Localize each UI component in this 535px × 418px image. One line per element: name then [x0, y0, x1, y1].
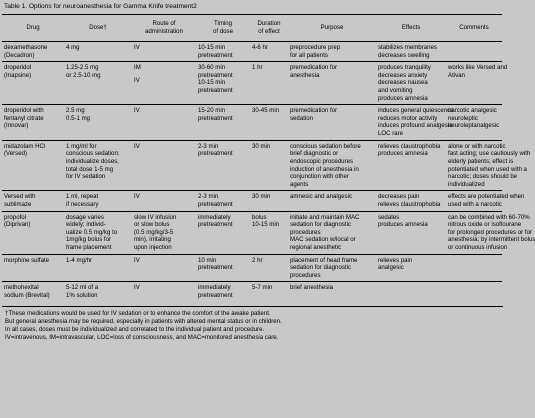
cell-line: procedures — [290, 228, 321, 236]
cell-line: initiate and maintain MAC — [290, 213, 360, 221]
cell-line: 2.5 mg — [66, 107, 85, 115]
cell-drug — [2, 62, 64, 105]
table-row — [2, 105, 502, 140]
cell-line: (Versed) — [4, 150, 28, 158]
cell-route — [132, 42, 196, 62]
cell-line: propofol — [4, 213, 27, 221]
cell-line: IV — [134, 107, 140, 115]
cell-line: frame placement — [66, 244, 112, 252]
cell-line: immediately — [198, 284, 231, 292]
cell-line: induces profound analgesia — [378, 122, 453, 130]
cell-duration — [250, 140, 288, 191]
cell-effects — [376, 105, 454, 140]
cell-dose — [64, 105, 132, 140]
cell-route — [132, 105, 196, 140]
header-dose: Dose† — [64, 15, 132, 42]
cell-line: narcotic; doses should be — [448, 173, 518, 181]
cell-line: brief anesthesia — [290, 284, 334, 292]
cell-line: IV — [134, 44, 140, 51]
cell-duration — [250, 42, 288, 62]
cell-line: conscious sedation before — [290, 142, 361, 150]
cell-line: 30 min — [252, 193, 271, 201]
cell-line: sodium (Brevital) — [4, 292, 50, 300]
cell-line: 1 mg/ml for — [66, 142, 97, 150]
cell-line: 1% solution — [66, 292, 98, 300]
cell-line: 4 mg — [66, 44, 80, 51]
cell-duration — [250, 105, 288, 140]
cell-drug — [2, 254, 64, 282]
cell-line: for IV sedation — [66, 173, 106, 181]
cell-line: can be combined with 60-70% — [448, 213, 530, 221]
cell-line: methohexital — [4, 284, 39, 292]
cell-line: or slow bolus — [134, 221, 170, 229]
cell-line: neuroleptanalgesic — [448, 122, 500, 130]
header-timing-line: of dose — [213, 28, 233, 35]
cell-line: conjunction with other — [290, 173, 349, 181]
cell-line: min), irritating — [134, 236, 171, 244]
cell-drug — [2, 211, 64, 254]
cell-line: sedates — [378, 213, 400, 221]
cell-duration — [250, 282, 288, 302]
cell-line: Versed with — [4, 193, 36, 201]
cell-purpose — [288, 254, 376, 282]
footnote-line: †These medications would be used for IV sedation or to enhance the comfort of the awake patient. — [5, 309, 271, 317]
cell-timing — [196, 105, 250, 140]
header-comments: Comments — [446, 15, 502, 42]
cell-effects — [376, 42, 446, 62]
cell-line: pretreatment — [198, 200, 233, 208]
cell-line: or 2.5-10 mg — [66, 71, 101, 79]
cell-line: premedication for — [290, 64, 338, 72]
header-effects: Effects — [376, 15, 446, 42]
cell-line: pretreatment — [198, 87, 233, 95]
table-caption: Table 1. Options for neuroanesthesia for Gamma Knife treatment2 — [4, 3, 197, 10]
cell-line: potentiated when used with a — [448, 165, 527, 173]
cell-line: anesthesia; by intermittent bolus — [448, 236, 535, 244]
cell-line: total dose 1-5 mg — [66, 165, 114, 173]
header-route — [132, 15, 196, 42]
footnote-line: IV=intravenous, IM=intravascular, LOC=loss of consciousness, and MAC=monitored anesthesia care. — [5, 334, 279, 342]
cell-line: agents — [290, 180, 309, 188]
cell-line: narcotic analgesic — [448, 107, 497, 115]
header-route-line: Route of — [152, 20, 176, 28]
cell-line: decreases anxiety — [378, 71, 428, 79]
cell-comments — [446, 254, 502, 282]
cell-duration — [250, 62, 288, 105]
cell-line: regional anesthetic — [290, 244, 342, 252]
cell-line: anesthesia — [290, 71, 320, 79]
cell-comments — [446, 282, 502, 302]
cell-line: or continuous infusion — [448, 244, 508, 252]
cell-route — [132, 191, 196, 211]
cell-timing — [196, 282, 250, 302]
cell-duration — [250, 211, 288, 254]
header-drug: Drug — [2, 15, 64, 42]
header-purpose: Purpose — [288, 15, 376, 42]
cell-line: pretreatment — [198, 150, 233, 158]
footnote-line: But general anesthesia may be required, especially in patients with altered mental status or in children. — [5, 317, 282, 325]
cell-line: 2-3 min — [198, 142, 219, 150]
cell-route — [132, 211, 196, 254]
cell-line: works like Versed and — [448, 64, 508, 72]
cell-comments — [446, 105, 502, 140]
cell-drug — [2, 42, 64, 62]
cell-drug — [2, 105, 64, 140]
cell-timing — [196, 42, 250, 62]
cell-purpose — [288, 42, 376, 62]
cell-line: 30-60 min — [198, 64, 226, 72]
cell-line: analgesic — [378, 264, 404, 272]
header-timing — [196, 15, 250, 42]
cell-effects — [376, 254, 446, 282]
cell-dose — [64, 282, 132, 302]
cell-line: MAC sedation w/local or — [290, 236, 356, 244]
header-timing-line: Timing — [213, 20, 233, 28]
cell-line: 1-4 mg/hr — [66, 256, 93, 264]
cell-line: reduces motor activity — [378, 114, 438, 122]
cell-line: 4-6 hr — [252, 44, 268, 51]
cell-timing — [196, 62, 250, 105]
cell-line: produces tranquility — [378, 64, 431, 72]
cell-line: IM — [134, 64, 141, 72]
cell-comments — [446, 211, 535, 254]
cell-line: produces amnesia — [378, 150, 428, 158]
cell-route — [132, 62, 196, 105]
cell-line: IV — [134, 76, 140, 84]
cell-line: used with a narcotic — [448, 200, 502, 208]
cell-line: preprocedure prep — [290, 44, 341, 51]
cell-line: decreases swelling — [378, 51, 430, 59]
cell-line: Ativan — [448, 71, 465, 79]
cell-line: ualize 0.5 mg/kg to — [66, 228, 118, 236]
cell-line: effects are potentiated when — [448, 193, 525, 201]
cell-line: 1.25-2.5 mg — [66, 64, 99, 72]
cell-line: 10-15 min — [198, 44, 226, 51]
cell-purpose — [288, 282, 376, 302]
cell-line: sedation — [290, 114, 314, 122]
cell-drug — [2, 282, 64, 302]
cell-purpose — [288, 211, 376, 254]
cell-effects — [376, 211, 446, 254]
footnote-line: In all cases, doses must be individualized and correlated to the individual patient and procedure. — [5, 326, 265, 334]
cell-line: elderly patients; effect is — [448, 157, 514, 165]
cell-line: stabilizes membranes — [378, 44, 437, 51]
cell-timing — [196, 140, 250, 191]
cell-line: for all patients — [290, 51, 328, 59]
cell-line: brief diagnostic or — [290, 150, 339, 158]
cell-line: IV — [134, 284, 140, 292]
cell-line: widely; individ- — [66, 221, 106, 229]
cell-line: 30 min — [252, 142, 271, 150]
cell-effects — [376, 282, 446, 302]
cell-line: neuroleptic — [448, 114, 478, 122]
cell-route — [132, 140, 196, 191]
cell-drug — [2, 191, 64, 211]
cell-line: slow IV infusion — [134, 213, 177, 221]
cell-line: 10-15 min — [252, 221, 280, 229]
cell-line: amnesic and analgesic — [290, 193, 352, 201]
cell-line: 10-15 min — [198, 79, 226, 87]
cell-line: 1 ml, repeat — [66, 193, 99, 201]
cell-line: dexamethasone — [4, 44, 48, 51]
cell-line: 30-45 min — [252, 107, 280, 115]
cell-duration — [250, 191, 288, 211]
cell-duration — [250, 254, 288, 282]
cell-line: upon injection — [134, 244, 172, 252]
header-duration — [250, 15, 288, 42]
cell-comments — [446, 42, 502, 62]
cell-line: and vomiting — [378, 87, 413, 95]
cell-line: 1 hr — [252, 64, 263, 72]
cell-line: for prolonged procedures or for — [448, 228, 533, 236]
table-row — [2, 211, 502, 254]
cell-line: relieves pain — [378, 256, 413, 264]
cell-line: IV — [134, 142, 140, 150]
cell-line: premedication for — [290, 107, 338, 115]
cell-route — [132, 282, 196, 302]
cell-line: 5-7 min — [252, 284, 273, 292]
cell-line: if necessary — [66, 200, 99, 208]
cell-dose — [64, 211, 132, 254]
cell-line: immediately — [198, 213, 231, 221]
cell-line: IV — [134, 256, 140, 264]
cell-line: (Decadron) — [4, 51, 35, 59]
cell-line: pretreatment — [198, 292, 233, 300]
cell-comments — [446, 191, 525, 211]
cell-line: morphine sulfate — [4, 256, 50, 264]
table-row — [2, 282, 502, 302]
cell-line: produces amnesia — [378, 94, 428, 102]
cell-comments — [446, 140, 531, 191]
cell-line: droperidol with — [4, 107, 44, 115]
cell-dose — [64, 191, 132, 211]
table-row — [2, 191, 502, 211]
cell-timing — [196, 211, 250, 254]
cell-drug — [2, 140, 64, 191]
cell-purpose — [288, 62, 376, 105]
cell-line: sublimaze — [4, 200, 32, 208]
cell-dose — [64, 42, 132, 62]
cell-line: sedation for diagnostic — [290, 264, 351, 272]
cell-timing — [196, 254, 250, 282]
header-duration-line: of effect — [258, 28, 280, 35]
cell-line: (0.5 mg/kg/3-5 — [134, 228, 174, 236]
cell-line: decreases pain — [378, 193, 420, 201]
cell-line: induction of anesthesia in — [290, 165, 359, 173]
cell-line: placement of head frame — [290, 256, 358, 264]
cell-line: 0.5-1 mg — [66, 114, 91, 122]
cell-line: pretreatment — [198, 221, 233, 229]
cell-effects — [376, 140, 446, 191]
cell-line: fentanyl citrate — [4, 114, 44, 122]
header-row — [2, 15, 502, 42]
cell-effects — [376, 62, 446, 105]
cell-line: 15-20 min — [198, 107, 226, 115]
cell-line: individualize doses, — [66, 157, 119, 165]
cell-line: (Innovar) — [4, 122, 29, 130]
cell-line: 10 min — [198, 256, 217, 264]
cell-line: IV — [134, 193, 140, 201]
cell-line: conscious sedation; — [66, 150, 120, 158]
cell-line: procedures — [290, 271, 321, 279]
header-route-line: administration — [145, 28, 183, 35]
cell-line: endoscopic procedures — [290, 157, 354, 165]
cell-line: induces general quiescence — [378, 107, 454, 115]
cell-purpose — [288, 191, 376, 211]
cell-line: droperidol — [4, 64, 32, 72]
cell-line: relieves claustrophobia — [378, 142, 441, 150]
cell-line: bolus — [252, 213, 267, 221]
cell-timing — [196, 191, 250, 211]
table-body — [2, 42, 535, 302]
cell-dose — [64, 62, 132, 105]
cell-line: alone or with narcotic — [448, 142, 506, 150]
table-row — [2, 254, 502, 282]
cell-line: LOC rare — [378, 130, 404, 138]
cell-line: dosage varies — [66, 213, 104, 221]
cell-comments — [446, 62, 508, 105]
table-row — [2, 62, 502, 105]
cell-line: 2 hr — [252, 256, 263, 264]
cell-purpose — [288, 140, 376, 191]
cell-line: nitrous oxide or isoflourane — [448, 221, 522, 229]
table-row — [2, 140, 502, 191]
cell-line: (Inapsine) — [4, 71, 32, 79]
cell-line: decreases nausea — [378, 79, 428, 87]
cell-line: pretreatment — [198, 264, 233, 272]
cell-line: 1mg/kg bolus for — [66, 236, 112, 244]
cell-line: midazolam HCl — [4, 142, 46, 150]
cell-line: sedation for diagnostic — [290, 221, 351, 229]
drug-options-table — [2, 14, 535, 302]
cell-line: 5-12 ml of a — [66, 284, 99, 292]
cell-line: fast acting; use cautiously with — [448, 150, 531, 158]
cell-line: 2-3 min — [198, 193, 219, 201]
header-duration-line: Duration — [257, 20, 281, 28]
cell-purpose — [288, 105, 376, 140]
cell-line: pretreatment — [198, 71, 233, 79]
cell-line: pretreatment — [198, 51, 233, 59]
cell-effects — [376, 191, 446, 211]
cell-route — [132, 254, 196, 282]
cell-dose — [64, 254, 132, 282]
footnotes — [2, 306, 503, 343]
table-row — [2, 42, 502, 62]
cell-line: produces amnesia — [378, 221, 428, 229]
cell-line: pretreatment — [198, 114, 233, 122]
cell-line: (Diprivan) — [4, 221, 31, 229]
cell-line: relieves claustrophobia — [378, 200, 441, 208]
cell-dose — [64, 140, 132, 191]
cell-line: individualized — [448, 180, 485, 188]
